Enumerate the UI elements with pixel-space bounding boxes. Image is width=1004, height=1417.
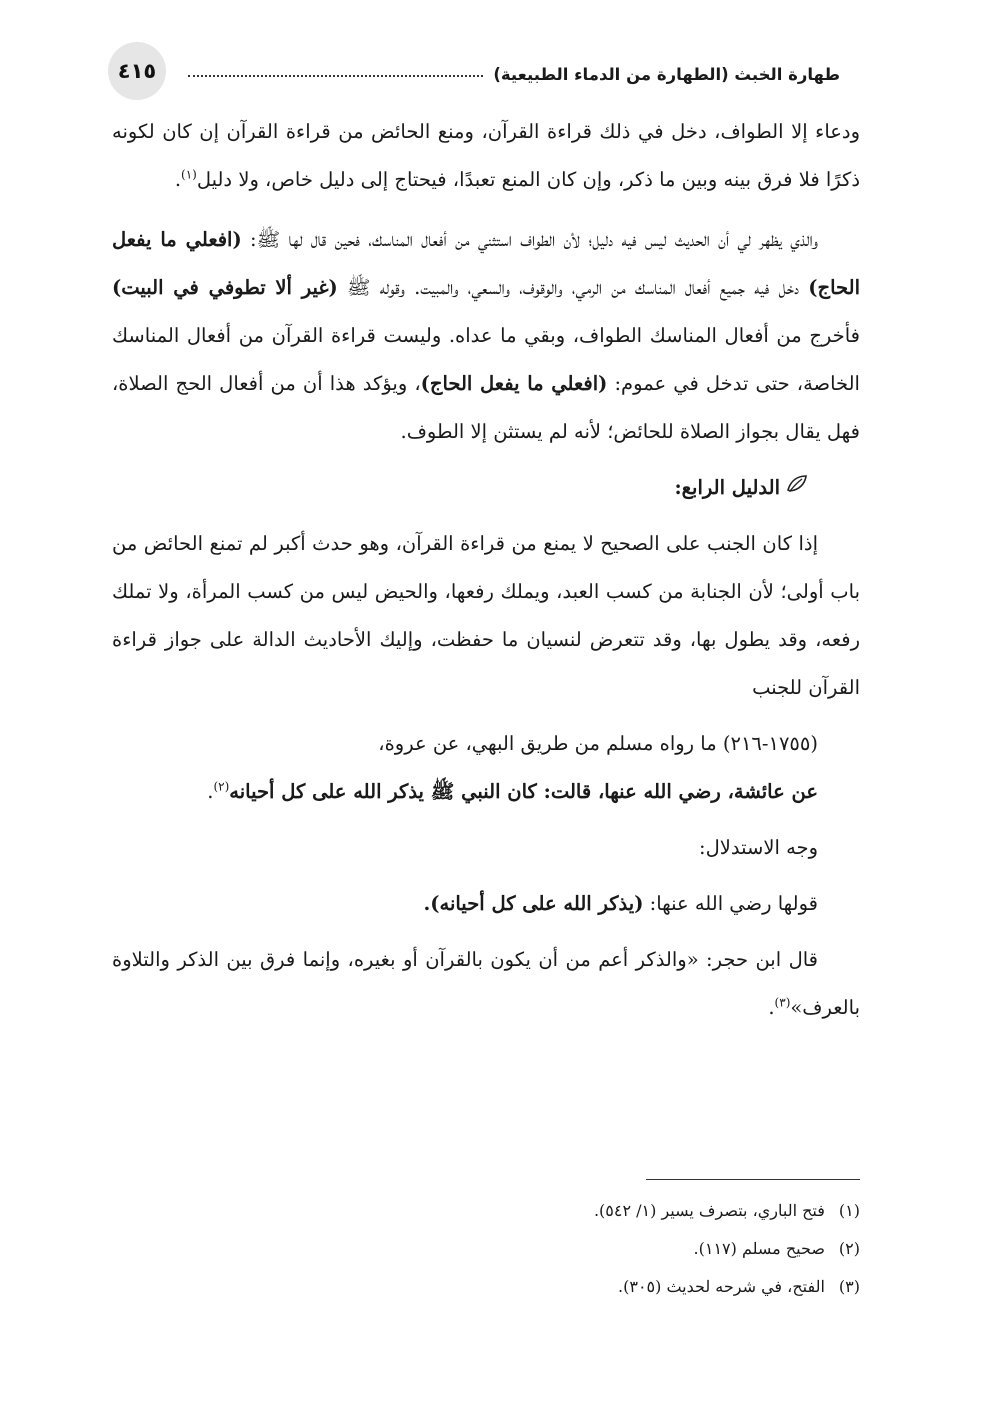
hadith-text-bold: عن عائشة، رضي الله عنها، قالت: كان النبي ﷺ يذكر الله على كل أحيانه xyxy=(229,780,818,803)
footnote-number: (٣) xyxy=(838,1277,860,1296)
running-header xyxy=(108,40,840,104)
hadith-text-end: . xyxy=(207,780,214,803)
footnote-ref-2[interactable]: (٢) xyxy=(213,779,230,794)
footnote-text: الفتح، في شرحه لحديث (٣٠٥). xyxy=(618,1277,825,1296)
footnote-ref-1[interactable]: (١) xyxy=(181,167,197,182)
page-number: ٤١٥ xyxy=(117,59,157,83)
footnote-text: صحيح مسلم (١١٧). xyxy=(693,1239,825,1258)
hadith-quote-2: (غير ألا تطوفي في البيت) xyxy=(112,276,338,299)
footnote-2 xyxy=(140,1230,860,1268)
footnote-ref-3[interactable]: (٣) xyxy=(774,995,791,1010)
hadith-narration: (١٧٥٥-٢١٦) ما رواه مسلم من طريق البهي، عن عروة، xyxy=(378,732,818,755)
paragraph-8-end: . xyxy=(768,996,775,1019)
running-title: طهارة الخبث (الطهارة من الدماء الطبيعية) xyxy=(493,65,840,84)
paragraph-7-quote: (يذكر الله على كل أحيانه). xyxy=(423,892,644,915)
paragraph-2-part-3: فأخرج من أفعال المناسك الطواف، وبقي ما عداه. وليست قراءة القرآن من أفعال المناسك الخاصة، حتى تدخل في عموم: xyxy=(112,324,860,395)
paragraph-2-part-1: والذي يظهر لي أن الحديث ليس فيه دليل؛ لأن الطواف استثني من أفعال المناسك، فحين قال لها ﷺ: xyxy=(241,228,818,251)
paragraph-1 xyxy=(112,108,860,204)
footnote-number: (٢) xyxy=(838,1239,860,1258)
page-number-badge xyxy=(108,42,166,100)
hadith-quote-3: (افعلي ما يفعل الحاج) xyxy=(420,372,608,395)
footnote-separator xyxy=(646,1179,860,1180)
paragraph-7 xyxy=(112,880,860,928)
footnote-number: (١) xyxy=(838,1201,860,1220)
paragraph-7-intro: قولها رضي الله عنها: xyxy=(643,892,818,915)
main-text xyxy=(112,108,860,1032)
paragraph-8-text: قال ابن حجر: «والذكر أعم من أن يكون بالقرآن أو بغيره، وإنما فرق بين الذكر والتلاوة بالعرف» xyxy=(112,948,860,1019)
hadith-text xyxy=(112,768,860,816)
paragraph-3: إذا كان الجنب على الصحيح لا يمنع من قراءة القرآن، وهو حدث أكبر لم تمنع الحائض من باب أولى؛ لأن الجنابة من كسب العبد، ويملك رفعها، والحيض ليس من كسب المرأة، ولا تملك رفعه، وقد يطول بها، وقد تتعرض لنسيان ما حفظت، وإليك الأحاديث الدالة على جواز قراءة القرآن للجنب xyxy=(112,532,860,699)
section-heading-text: الدليل الرابع: xyxy=(674,476,780,499)
footnote-text: فتح الباري، بتصرف يسير (١/ ٥٤٢). xyxy=(593,1201,825,1220)
paragraph-1-end: . xyxy=(174,168,182,191)
paragraph-2-part-2: دخل فيه جميع أفعال المناسك من الرمي، والوقوف، والسعي، والمبيت. وقوله ﷺ xyxy=(337,276,809,299)
running-title-row xyxy=(180,54,840,84)
paragraph-2 xyxy=(112,216,860,456)
paragraph-2-part-4: ، ويؤكد هذا أن من أفعال الحج الصلاة، فهل يقال بجواز الصلاة للحائض؛ لأنه لم يستثن إلا الطوف. xyxy=(112,372,860,443)
footnote-1 xyxy=(140,1192,860,1230)
paragraph-1-text: ودعاء إلا الطواف، دخل في ذلك قراءة القرآن، ومنع الحائض من قراءة القرآن إن كان لكونه ذكرًا فلا فرق بينه وبين ما ذكر، وإن كان المنع تعبدًا، فيحتاج إلى دليل خاص، ولا دليل xyxy=(112,120,860,191)
section-heading xyxy=(112,464,860,512)
paragraph-8 xyxy=(112,936,860,1032)
inference-label: وجه الاستدلال: xyxy=(699,836,818,859)
footnote-3 xyxy=(140,1268,860,1306)
hadith-quote-1: (افعلي ما يفعل الحاج) xyxy=(112,228,860,299)
leaf-icon xyxy=(786,464,834,512)
footnotes xyxy=(140,1192,860,1306)
dotted-leader xyxy=(188,75,483,77)
